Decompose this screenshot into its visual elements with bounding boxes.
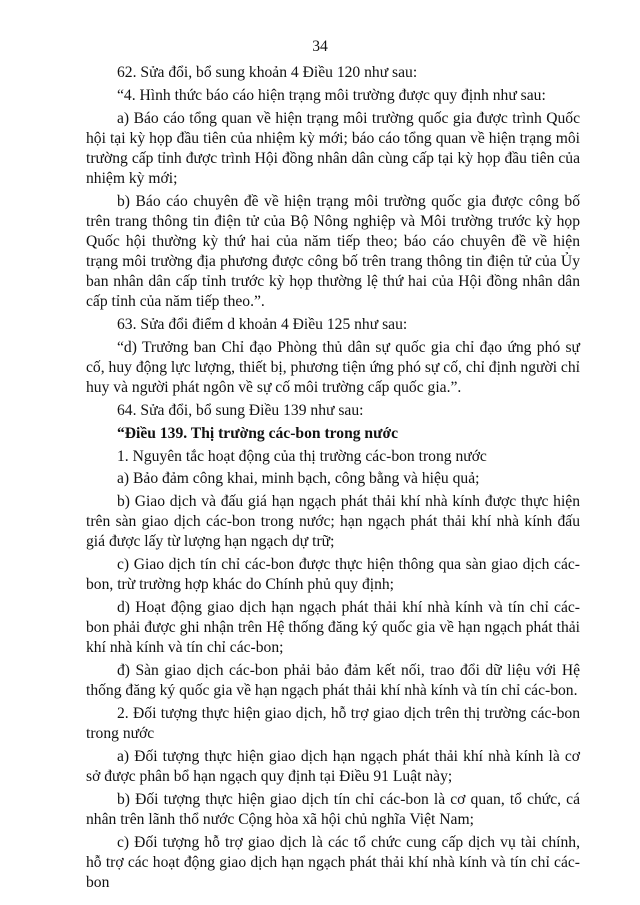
paragraph-principle-d: d) Hoạt động giao dịch hạn ngạch phát thải khí nhà kính và tín chỉ các-bon phải được ghi nhận trên Hệ thống đăng ký quốc gia về hạn ngạch phát thải khí nhà kính và tín chỉ các-bon; <box>86 599 580 657</box>
paragraph-point-b-thematic: b) Báo cáo chuyên đề về hiện trạng môi trường quốc gia được công bố trên trang thông tin điện tử của Bộ Nông nghiệp và Môi trường trước kỳ họp Quốc hội thường kỳ thứ hai của năm tiếp theo; báo cáo chuyên đề về hiện trạng môi trường địa phương được công bố trên trang thông tin điện tử của Ủy ban nhân dân cấp tỉnh trước kỳ họp thường lệ thứ hai của Hội đồng nhân dân cấp tỉnh của năm tiếp theo.”. <box>86 192 580 310</box>
page-number: 34 <box>312 38 328 55</box>
paragraph-principles: 1. Nguyên tắc hoạt động của thị trường các-bon trong nước <box>117 447 487 465</box>
paragraph-subjects-c: c) Đối tượng hỗ trợ giao dịch là các tổ chức cung cấp dịch vụ tài chính, hỗ trợ các hoạt động giao dịch hạn ngạch phát thải khí nhà kính và tín chỉ các-bon <box>86 834 580 891</box>
paragraph-principle-a: a) Bảo đảm công khai, minh bạch, công bằng và hiệu quả; <box>117 470 480 488</box>
paragraph-subjects-a: a) Đối tượng thực hiện giao dịch hạn ngạch phát thải khí nhà kính là cơ sở được phân bổ hạn ngạch quy định tại Điều 91 Luật này; <box>86 748 580 786</box>
paragraph-principle-dd: đ) Sàn giao dịch các-bon phải bảo đảm kết nối, trao đổi dữ liệu với Hệ thống đăng ký quốc gia về hạn ngạch phát thải khí nhà kính và tín chỉ các-bon. <box>86 662 580 700</box>
paragraph-point-d-civil-defense: “d) Trưởng ban Chỉ đạo Phòng thủ dân sự quốc gia chỉ đạo ứng phó sự cố, huy động lực lượng, thiết bị, phương tiện ứng phó sự cố, chỉ định người chỉ huy và người phát ngôn về sự cố môi trường cấp quốc gia.”. <box>86 338 580 396</box>
article-139-heading: “Điều 139. Thị trường các-bon trong nước <box>117 424 399 442</box>
paragraph-point-a-overview: a) Báo cáo tổng quan về hiện trạng môi trường quốc gia được trình Quốc hội tại kỳ họp đầu tiên của nhiệm kỳ mới; báo cáo tổng quan về hiện trạng môi trường cấp tỉnh được trình Hội đồng nhân dân cùng cấp tại kỳ họp đầu tiên của nhiệm kỳ mới; <box>86 109 580 187</box>
paragraph-64: 64. Sửa đổi, bổ sung Điều 139 như sau: <box>117 401 364 419</box>
paragraph-subjects: 2. Đối tượng thực hiện giao dịch, hỗ trợ giao dịch trên thị trường các-bon trong nước <box>86 705 580 743</box>
paragraph-62: 62. Sửa đổi, bổ sung khoản 4 Điều 120 như sau: <box>117 64 418 81</box>
paragraph-subjects-b: b) Đối tượng thực hiện giao dịch tín chỉ các-bon là cơ quan, tổ chức, cá nhân trên lãnh thổ nước Cộng hòa xã hội chủ nghĩa Việt Nam; <box>86 791 580 829</box>
paragraph-principle-c: c) Giao dịch tín chỉ các-bon được thực hiện thông qua sàn giao dịch các-bon, trừ trường hợp khác do Chính phủ quy định; <box>86 556 580 594</box>
paragraph-principle-b: b) Giao dịch và đấu giá hạn ngạch phát thải khí nhà kính được thực hiện trên sàn giao dịch các-bon trong nước; hạn ngạch phát thải khí nhà kính đấu giá được lấy từ lượng hạn ngạch dự trữ; <box>86 493 580 551</box>
paragraph-clause-4: “4. Hình thức báo cáo hiện trạng môi trường được quy định như sau: <box>117 86 546 104</box>
paragraph-63: 63. Sửa đổi điểm d khoản 4 Điều 125 như sau: <box>117 315 408 333</box>
